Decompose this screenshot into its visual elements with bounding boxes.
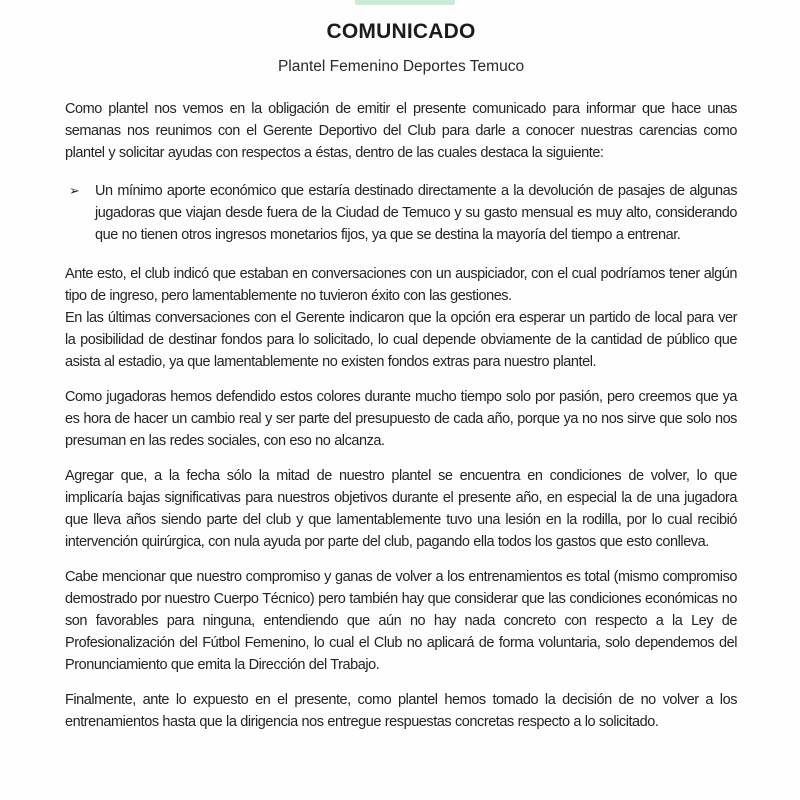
paragraph-gerente-conversations: En las últimas conversaciones con el Gerente indicaron que la opción era esperar un partido de local para ver la posibilidad de destinar fondos para lo solicitado, lo cual depende obviamente de la cantidad de público que asista al estadio, ya que lamentablemente no existen fondos extras para nuestro plantel. [65,310,737,370]
paragraph-club-response: Ante esto, el club indicó que estaban en conversaciones con un auspiciador, con el cual podríamos tener algún tipo de ingreso, pero lamentablemente no tuvieron éxito con las gestiones. [65,266,737,304]
top-accent-bar [355,0,455,5]
document-title: COMUNICADO [326,20,476,43]
paragraph-players-passion: Como jugadoras hemos defendido estos colores durante mucho tiempo solo por pasión, pero creemos que ya es hora de hacer un cambio real y ser parte del presupuesto de cada año, porque ya no nos sirve que solo nos presuman en las redes sociales, con eso no alcanza. [65,389,737,449]
document-body [65,98,737,733]
paragraph-intro: Como plantel nos vemos en la obligación de emitir el presente comunicado para informar que hace unas semanas nos reunimos con el Gerente Deportivo del Club para darle a conocer nuestras carencias como plantel y solicitar ayudas con respectos a éstas, dentro de las cuales destaca la siguiente: [65,101,737,161]
paragraph-group-club-response [65,263,737,373]
arrow-bullet-icon: ➢ [69,183,80,198]
bullet-item-text: Un mínimo aporte económico que estaría destinado directamente a la devolución de pasajes de algunas jugadoras que viajan desde fuera de la Ciudad de Temuco y su gasto mensual es muy alto, considerando que no tienen otros ingresos monetarios fijos, ya que se destina la mayoría del tiempo a entrenar. [95,183,737,243]
document-subtitle: Plantel Femenino Deportes Temuco [277,58,525,75]
bullet-item [65,180,737,246]
paragraph-final-decision: Finalmente, ante lo expuesto en el presente, como plantel hemos tomado la decisión de no volver a los entrenamientos hasta que la dirigencia nos entregue respuestas concretas respecto a lo solicitado. [65,692,737,730]
paragraph-commitment: Cabe mencionar que nuestro compromiso y ganas de volver a los entrenamientos es total (mismo compromiso demostrado por nuestro Cuerpo Técnico) pero también hay que considerar que las condiciones económicas no son favorables para ninguna, entendiendo que aún no hay nada concreto con respecto a la Ley de Profesionalización del Fútbol Femenino, lo cual el Club no aplicará de forma voluntaria, solo dependemos del Pronunciamiento que emita la Dirección del Trabajo. [65,569,737,673]
paragraph-squad-conditions: Agregar que, a la fecha sólo la mitad de nuestro plantel se encuentra en condiciones de volver, lo que implicaría bajas significativas para nuestros objetivos durante el presente año, en especial la de una jugadora que lleva años siendo parte del club y que lamentablemente tuvo una lesión en la rodilla, por lo cual recibió intervención quirúrgica, con nula ayuda por parte del club, pagando ella todos los gastos que esto conlleva. [65,468,737,550]
